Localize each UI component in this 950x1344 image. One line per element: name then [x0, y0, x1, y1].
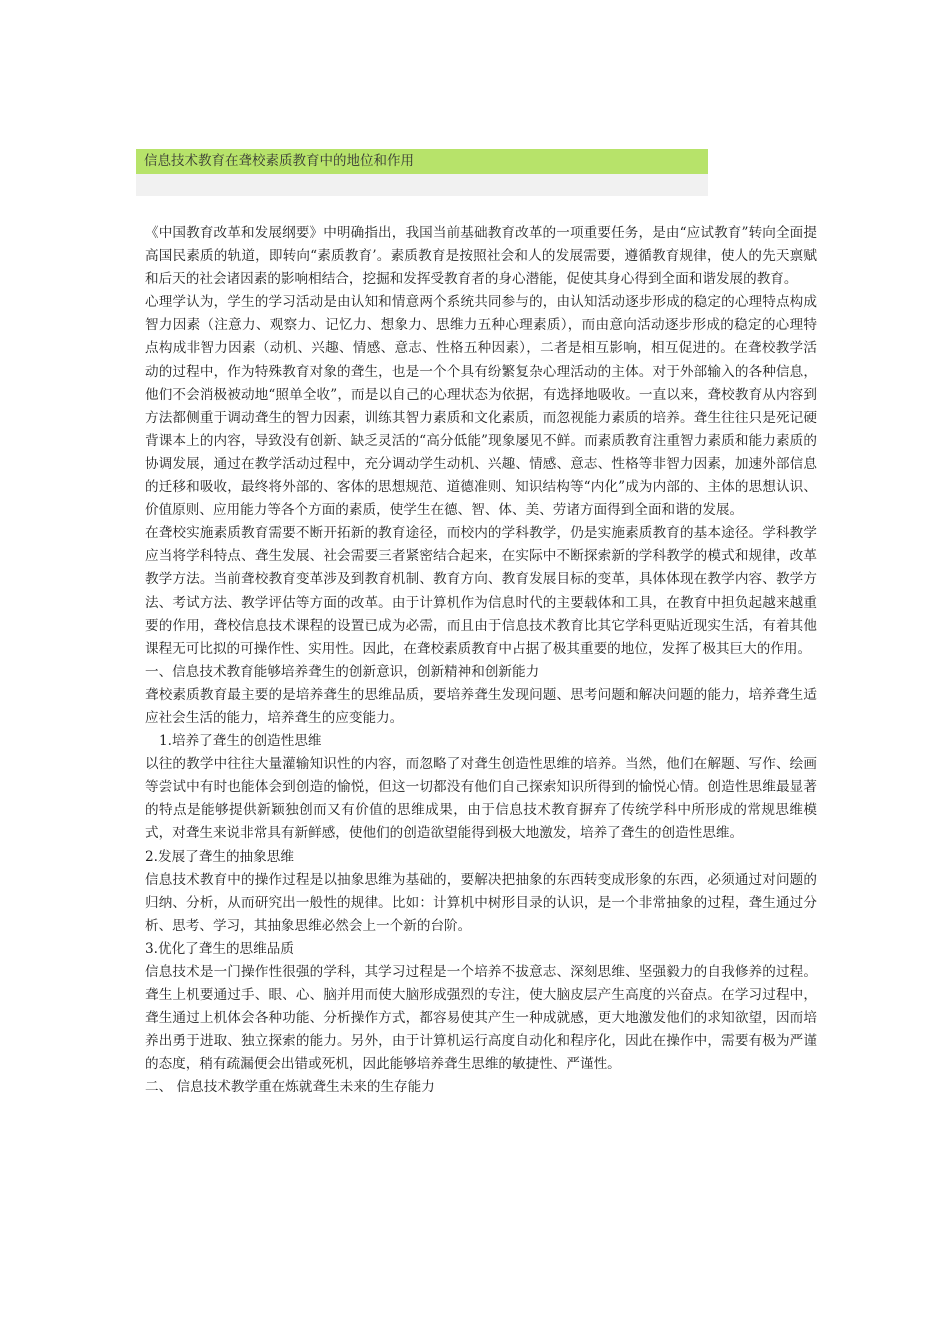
paragraph-psychology: 心理学认为，学生的学习活动是由认知和情意两个系统共同参与的，由认知活动逐步形成的稳定的心理特点构成智力因素（注意力、观察力、记忆力、想象力、思维力五种心理素质），而由意向活动逐步形成的稳定的心理特点构成非智力因素（动机、兴趣、情感、意志、性格五种因素），二者是相互影响，相互促进的。在聋校教学活动的过程中，作为特殊教育对象的聋生，也是一个个具有纷繁复杂心理活动的主体。对于外部输入的各种信息，他们不会消极被动地“照单全收”，而是以自己的心理状态为依据，有选择地吸收。一直以来，聋校教育从内容到方法都侧重于调动聋生的智力因素，训练其智力素质和文化素质，而忽视能力素质的培养。聋生往往只是死记硬背课本上的内容，导致没有创新、缺乏灵活的“高分低能”现象屡见不鲜。而素质教育注重智力素质和能力素质的协调发展，通过在教学活动过程中，充分调动学生动机、兴趣、情感、意志、性格等非智力因素，加速外部信息的迁移和吸收，最终将外部的、客体的思想规范、道德准则、知识结构等“内化”成为内部的、主体的思想认识、价值原则、应用能力等各个方面的素质，使学生在德、智、体、美、劳诸方面得到全面和谐的发展。: [145, 294, 817, 519]
title-sub-band: [136, 174, 708, 196]
section-heading-1: 一、信息技术教育能够培养聋生的创新意识，创新精神和创新能力: [145, 663, 540, 680]
section-heading-2: 二、 信息技术教学重在炼就聋生未来的生存能力: [145, 1079, 435, 1096]
paragraph-curriculum: 在聋校实施素质教育需要不断开拓新的教育途径，而校内的学科教学，仍是实施素质教育的基本途径。学科教学应当将学科特点、聋生发展、社会需要三者紧密结合起来，在实际中不断探索新的学科教学的模式和规律，改革教学方法。当前聋校教育变革涉及到教育机制、教育方向、教育发展目标的变革，具体体现在教学内容、教学方法、考试方法、教学评估等方面的改革。由于计算机作为信息时代的主要载体和工具，在教育中担负起越来越重要的作用，聋校信息技术课程的设置已成为必需，而且由于信息技术教育比其它学科更贴近现实生活，有着其他课程无可比拟的可操作性、实用性。因此，在聋校素质教育中占据了极其重要的地位，发挥了极其巨大的作用。: [145, 525, 817, 657]
subheading-abstract-thinking: 2.发展了聋生的抽象思维: [145, 848, 294, 865]
paragraph-thinking-quality: 聋校素质教育最主要的是培养聋生的思维品质，要培养聋生发现问题、思考问题和解决问题的能力，培养聋生适应社会生活的能力，培养聋生的应变能力。: [145, 686, 817, 726]
paragraph-abstract-thinking: 信息技术教育中的操作过程是以抽象思维为基础的，要解决把抽象的东西转变成形象的东西，必须通过对问题的归纳、分析，从而研究出一般性的规律。比如：计算机中树形目录的认识，是一个非常抽象的过程，聋生通过分析、思考、学习，其抽象思维必然会上一个新的台阶。: [145, 871, 817, 934]
subheading-optimized-thinking: 3.优化了聋生的思维品质: [145, 940, 294, 957]
paragraph-optimized-thinking: 信息技术是一门操作性很强的学科，其学习过程是一个培养不拔意志、深刻思维、坚强毅力的自我修养的过程。聋生上机要通过手、眼、心、脑并用而使大脑形成强烈的专注，使大脑皮层产生高度的兴奋点。在学习过程中，聋生通过上机体会各种功能、分析操作方式，都容易使其产生一种成就感，更大地激发他们的求知欲望，因而培养出勇于进取、独立探索的能力。另外，由于计算机运行高度自动化和程序化，因此在操作中，需要有极为严谨的态度，稍有疏漏便会出错或死机，因此能够培养聋生思维的敏捷性、严谨性。: [145, 964, 817, 1073]
article-body: [145, 222, 817, 1100]
article-title: 信息技术教育在聋校素质教育中的地位和作用: [136, 149, 708, 174]
paragraph-intro: 《中国教育改革和发展纲要》中明确指出，我国当前基础教育改革的一项重要任务，是由“应试教育”转向全面提高国民素质的轨道，即转向“素质教育’。素质教育是按照社会和人的发展需要，遵循教育规律，使人的先天禀赋和后天的社会诸因素的影响相结合，挖掘和发挥受教育者的身心潜能，促使其身心得到全面和谐发展的教育。: [145, 225, 817, 288]
paragraph-creative-thinking: 以往的教学中往往大量灌输知识性的内容，而忽略了对聋生创造性思维的培养。当然，他们在解题、写作、绘画等尝试中有时也能体会到创造的愉悦，但这一切都没有他们自己探索知识所得到的愉悦心情。创造性思维最显著的特点是能够提供新颖独创而又有价值的思维成果，由于信息技术教育摒弃了传统学科中所形成的常规思维模式，对聋生来说非常具有新鲜感，使他们的创造欲望能得到极大地激发，培养了聋生的创造性思维。: [145, 756, 817, 842]
subheading-creative-thinking: 1.培养了聋生的创造性思维: [159, 733, 322, 750]
